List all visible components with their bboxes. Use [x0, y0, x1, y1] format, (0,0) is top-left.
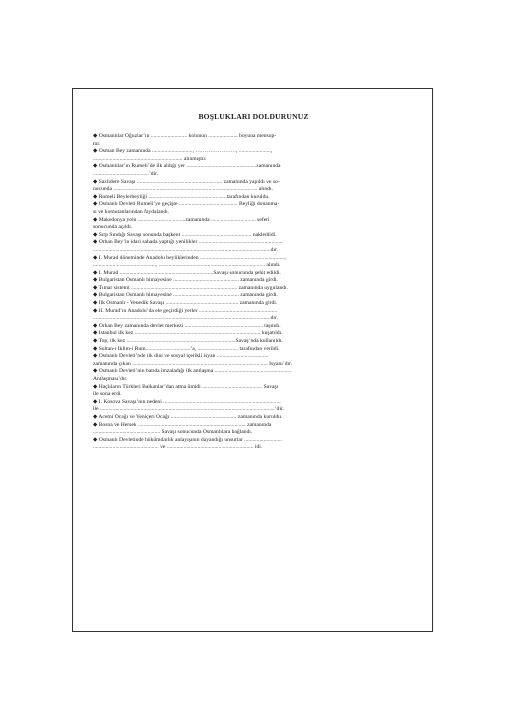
question-line: ◆ Tımar sistemi ............................................................................ zamanında uygulandı. [93, 284, 288, 291]
question-line: ◆ Makedonya yolu ..................................zamanında ................................ seferi [93, 216, 270, 223]
question-item [93, 330, 414, 338]
question-item [93, 323, 414, 331]
question-item [93, 277, 414, 285]
question-line: Antlaşması’dır. [93, 376, 128, 382]
question-line: ◆ II. Murad’ın Anadolu’da ele geçirdiği yerler ........................................................ [93, 307, 278, 314]
question-item [93, 255, 414, 270]
worksheet-frame [72, 88, 433, 632]
question-item [93, 300, 414, 308]
question-line: ile sona erdi. [93, 391, 122, 398]
question-item [93, 368, 414, 383]
question-list [93, 133, 414, 452]
question-line: ◆ Osmanlılar’ın Rumeli’de ilk aldığı yer ..................................................zamanında [93, 163, 281, 170]
question-line: ◆ Top, ilk kez ..............................................................................Savaş’nda kullanıldı. [93, 338, 283, 345]
question-item [93, 201, 414, 216]
question-item [93, 384, 414, 399]
question-line: sı ve komutanlarından faydalandı. [93, 208, 170, 215]
question-line: ◆ Osmanlı Devletinde hükümdarlık anlayışının dayandığı unsurlar ........................... [93, 436, 282, 443]
question-line: ◆ Osmanlı Devleti’nde ilk dini ve sosyal içerikli isyan ..................................... [93, 353, 269, 360]
question-line: ........................................’dir. [93, 170, 159, 177]
question-item [93, 437, 414, 452]
question-item [93, 308, 414, 323]
question-line: tur. [93, 140, 101, 147]
question-item [93, 217, 414, 232]
question-line: ◆ Acemi Ocağı ve Yeniçeri Ocağı ............................................... zamanında kuruldu. [93, 413, 283, 420]
question-line: zamanında çıkan ................................................................................................. İsyanı’dır. [93, 360, 293, 367]
question-line: ◆ Orhan Bey zamanında devlet merkezi ........................................................ taşındı. [93, 322, 281, 329]
question-line: ◆ Orhan Bey’in idari sahada yaptığı yenilikler ............................................................ [93, 239, 283, 246]
question-item [93, 414, 414, 422]
question-line: ◆ İstanbul ilk kez .......................................................................................... kuşatıldı. [93, 330, 283, 337]
question-item [93, 270, 414, 278]
question-line: ◆ Osmanlı Devleti Rumeli’ye geçişte .......................................... Beyliği donanma- [93, 201, 280, 208]
question-item [93, 422, 414, 437]
question-line: ile .............................................................................................................................’dir. [93, 406, 284, 413]
question-line: ................................................................ alınmıştır. [93, 155, 207, 162]
question-line: ◆ Rumeli Beylerbeyliği ........................................................tarafından kuruldu. [93, 193, 270, 200]
question-line: ◆ Bulgaristan Osmanlı himayesine ............................................... zamanında girdi. [93, 292, 278, 299]
question-line: ◆ Bosna ve Hersek ............................................................................. zamanında [93, 421, 272, 428]
question-item [93, 148, 414, 163]
question-line: nucunda ....................................................................................................... alındı. [93, 186, 273, 193]
question-line: ...............................................................................................................................dır. [93, 315, 278, 322]
question-line: ◆ I. Murad ...................................................................Savaşı sonucunda şehit edildi. [93, 269, 281, 276]
question-item [93, 239, 414, 254]
question-item [93, 292, 414, 300]
question-line: ◆ Sazlıdere Savaşı ............................................................. zamanında yapıldı ve so- [93, 178, 280, 185]
question-line: ◆ Bulgaristan Osmanlı himayesine ............................................... zamanında girdi. [93, 277, 278, 284]
question-line: ◆ Sırp Sındığı Savaşı sonunda başkent .................................................. nakledildi. [93, 231, 277, 238]
question-item [93, 232, 414, 240]
question-item [93, 399, 414, 414]
question-item [93, 338, 414, 346]
question-line: ◆ İlk Osmanlı - Venedik Savaşı .................................................... zamanında girdi. [93, 300, 278, 307]
question-line: ◆ Haçlıların Türkleri Balkanlar’dan atma ümidi ........................................... Savaşı [93, 383, 279, 390]
question-line: ◆ I. Kosova Savaşı’nın nedeni .................................................................................... [93, 398, 281, 405]
question-item [93, 133, 414, 148]
question-item [93, 285, 414, 293]
question-line: ◆ Sultan-ı İklim-i Rum................................’a, ............................. tarafından verildi. [93, 345, 280, 352]
worksheet-title: BOŞLUKLARI DOLDURUNUZ [198, 112, 309, 121]
question-item [93, 194, 414, 202]
question-line: ◆ Osman Bey zamanında ............................., …………………., ......................., [93, 148, 273, 155]
question-line: ............................................... ve .............................................................. idi. [93, 444, 263, 451]
question-item [93, 179, 414, 194]
question-item [93, 163, 414, 178]
question-line: ...............................................................................................................................dır. [93, 246, 278, 253]
question-line: ............................................., ............................................................................ alındı. [93, 262, 281, 269]
question-item [93, 346, 414, 354]
question-line: ◆ I. Murad döneminde Anadolu beyliklerinden ............................................................., [93, 254, 287, 261]
question-line: ................................................ Savaşı sonucunda Osmanlılara bağlandı. [93, 429, 253, 436]
question-item [93, 353, 414, 368]
question-line: sonucunda açıldı. [93, 224, 133, 231]
question-line: ◆ Osmanlılar Oğuzlar’ın .......................... kolunun ..................... boyuna mensup- [93, 133, 277, 139]
question-line: ◆ Osmanlı Devleti’nin batıda imzaladığı ilk antlaşma ....................................................... [93, 368, 292, 375]
